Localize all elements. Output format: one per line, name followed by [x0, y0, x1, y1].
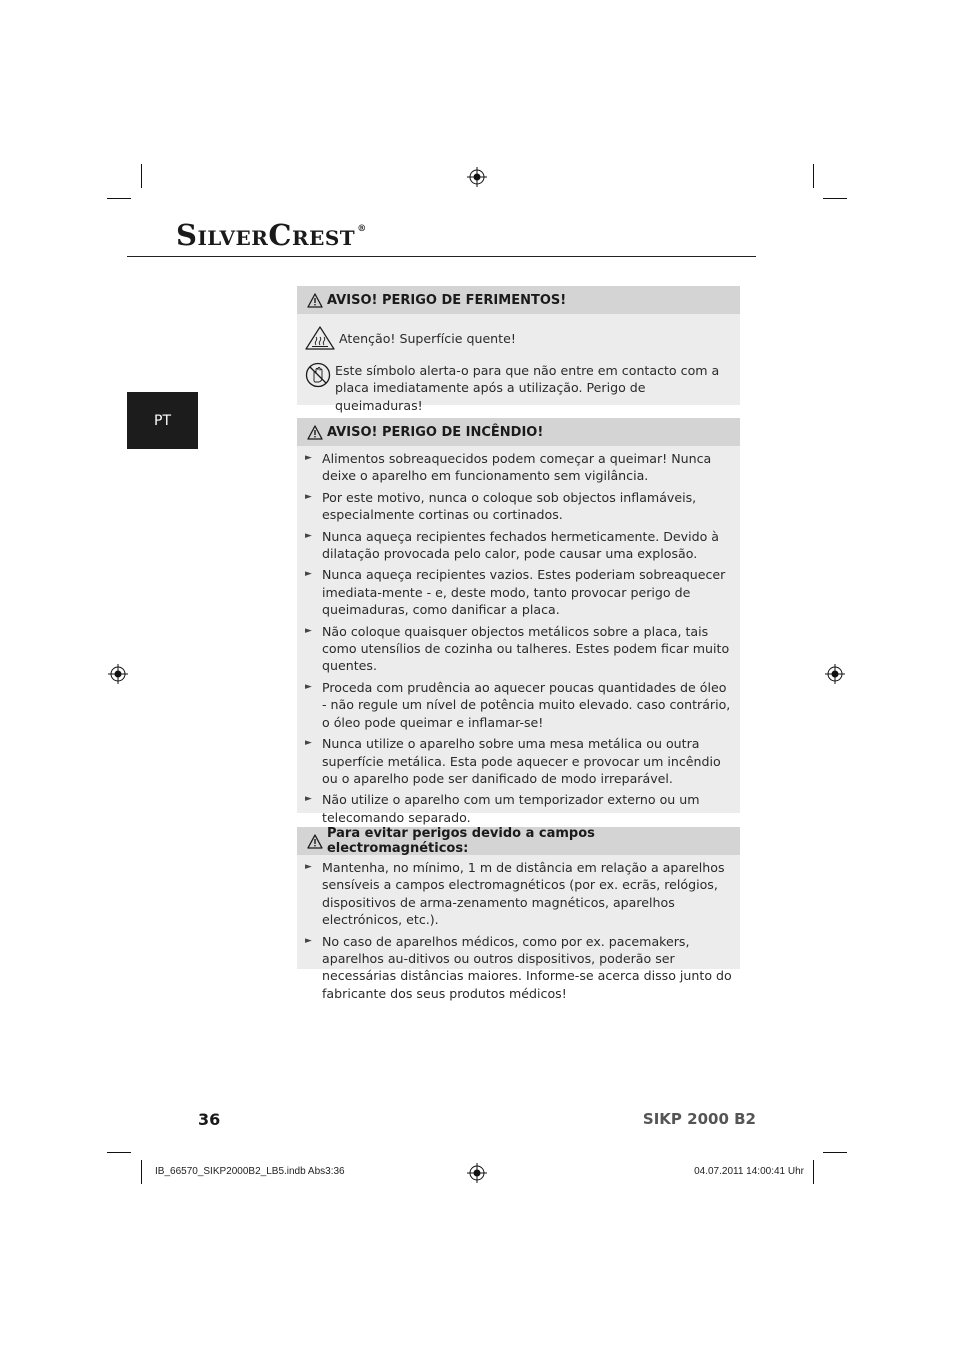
bullet-arrow-icon: ► — [305, 453, 312, 463]
language-tab — [127, 392, 198, 449]
fire-warning-list — [305, 450, 732, 826]
crop-mark — [107, 198, 131, 199]
warning-box-injury — [297, 286, 740, 413]
crop-mark — [823, 198, 847, 199]
list-item: ► Alimentos sobreaquecidos podem começar a queimar! Nunca deixe o aparelho em funcionamento sem vigilância. — [305, 451, 712, 484]
list-item: ► Não utilize o aparelho com um temporizador externo ou um telecomando separado. — [305, 792, 700, 825]
hot-surface-text: Atenção! Superfície quente! — [339, 331, 516, 346]
warning-title-text: AVISO! PERIGO DE FERIMENTOS! — [327, 292, 567, 308]
brand-logo-text: ILVER — [197, 226, 269, 250]
warning-box-title — [297, 286, 740, 314]
brand-logo-text: REST — [291, 226, 356, 250]
no-touch-icon — [305, 362, 331, 388]
crop-mark — [823, 1152, 847, 1153]
brand-logo — [176, 218, 367, 252]
bullet-arrow-icon: ► — [305, 935, 312, 946]
list-item: ► Nunca aqueça recipientes fechados hermeticamente. Devido à dilatação provocada pelo calor, pode causar uma explosão. — [305, 528, 720, 562]
page-number: 36 — [198, 1110, 221, 1129]
crop-mark — [141, 1160, 142, 1184]
warning-box-body — [297, 446, 740, 826]
crop-mark — [107, 1152, 131, 1153]
bullet-arrow-icon: ► — [305, 738, 312, 749]
bullet-arrow-icon: ► — [305, 625, 312, 636]
list-item: ► Não coloque quaisquer objectos metálicos sobre a placa, tais como utensílios de cozinha ou talheres. Estes podem ficar muito quentes. — [305, 623, 730, 674]
list-item: ► Mantenha, no mínimo, 1 m de distância em relação a aparelhos sensíveis a campos electromagnéticos (por ex. ecrãs, relógios, dispositivos de arma-zenamento magnéticos, aparelhos electrónicos, etc.). — [305, 860, 725, 928]
warning-box-fire — [297, 418, 740, 825]
warning-box-title — [297, 827, 740, 855]
list-item: ► Por este motivo, nunca o coloque sob objectos inflamáveis, especialmente cortinas ou cortinados. — [305, 489, 697, 523]
warning-box-title — [297, 418, 740, 446]
print-slug-date: 04.07.2011 14:00:41 Uhr — [694, 1166, 804, 1177]
warning-box-electromagnetic — [297, 826, 740, 1001]
bullet-arrow-icon: ► — [305, 681, 312, 692]
list-item: ► Nunca utilize o aparelho sobre uma mesa metálica ou outra superfície metálica. Esta pode aquecer e provocar um incêndio ou o aparelho pode ser danificado de modo irreparável. — [305, 736, 721, 786]
list-item: ► Proceda com prudência ao aquecer poucas quantidades de óleo - não regule um nível de potência muito elevado. caso contrário, o óleo pode queimar e inflamar-se! — [305, 679, 731, 730]
warning-box-body — [297, 314, 740, 414]
registration-mark-icon — [467, 167, 487, 187]
warning-triangle-icon — [307, 425, 323, 440]
hot-surface-icon — [305, 326, 335, 350]
hot-surface-row — [305, 326, 732, 350]
crop-mark — [141, 164, 142, 188]
bullet-arrow-icon: ► — [305, 794, 312, 805]
list-item: ► Nunca aqueça recipientes vazios. Estes poderiam sobreaquecer imediata-mente - e, deste modo, tanto provocar perigo de queimaduras, como danificar a placa. — [305, 567, 726, 618]
crop-mark — [813, 164, 814, 188]
list-item: ► No caso de aparelhos médicos, como por ex. pacemakers, aparelhos au-ditivos ou outros dispositivos, poderão ser necessárias distâncias maiores. Informe-se acerca disso junto do fabricante dos seus produtos médicos! — [305, 933, 732, 1001]
registration-mark-icon — [108, 664, 128, 684]
em-warning-list — [305, 859, 732, 1002]
warning-triangle-icon — [307, 834, 323, 849]
registration-mark-icon — [467, 1163, 487, 1183]
brand-logo-letter: S — [176, 218, 198, 252]
warning-title-text: Para evitar perigos devido a campos electromagnéticos: — [326, 826, 595, 856]
bullet-arrow-icon: ► — [305, 862, 312, 872]
registration-mark-icon — [825, 664, 845, 684]
no-touch-row — [305, 362, 732, 414]
warning-title-text: AVISO! PERIGO DE INCÊNDIO! — [327, 424, 544, 440]
crop-mark — [813, 1160, 814, 1184]
print-slug-file: IB_66570_SIKP2000B2_LB5.indb Abs3:36 — [155, 1166, 345, 1177]
no-touch-text: Este símbolo alerta-o para que não entre em contacto com a placa imediatamente após a utilização. Perigo de queimaduras! — [335, 363, 720, 413]
brand-logo-letter: C — [268, 218, 292, 252]
bullet-arrow-icon: ► — [305, 569, 312, 580]
registered-mark: ® — [357, 224, 367, 234]
header-divider — [127, 256, 756, 257]
bullet-arrow-icon: ► — [305, 530, 312, 541]
model-name: SIKP 2000 B2 — [642, 1110, 756, 1128]
warning-box-body — [297, 855, 740, 1002]
bullet-arrow-icon: ► — [305, 491, 312, 502]
language-label: PT — [154, 412, 171, 429]
warning-triangle-icon — [307, 293, 323, 308]
